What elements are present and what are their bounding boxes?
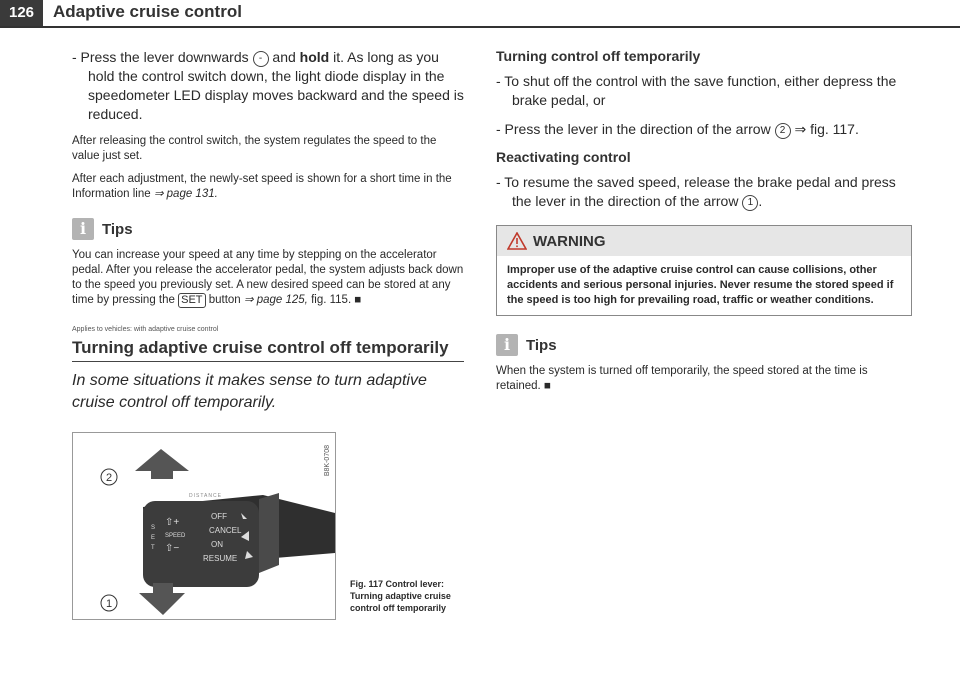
paragraph-info-line: After each adjustment, the newly-set speed is shown for a short time in the Information line ⇒ page 131. — [72, 173, 452, 200]
header-rule — [0, 26, 960, 28]
tips-heading-right — [496, 334, 912, 356]
step-press-lever: - Press the lever in the direction of the arrow 2 ⇒ fig. 117. — [496, 121, 859, 137]
marker-2: 2 — [775, 123, 791, 139]
warning-box — [496, 225, 912, 316]
label-speed: SPEED — [165, 533, 186, 539]
tips-text: You can increase your speed at any time by stepping on the accelerator pedal. After you release the accelerator pedal, the system adjusts back down to the speed you previously set. A new desired speed can be stored at any time by pressing the SET button ⇒ page 125, fig. 115. ■ — [72, 249, 464, 306]
tips-label: Tips — [102, 220, 133, 238]
figure-row — [72, 432, 464, 620]
label-distance: DISTANCE — [189, 493, 222, 499]
page-header-title: Adaptive cruise control — [53, 2, 242, 21]
step-brake-pedal: - To shut off the control with the save function, either depress the brake pedal, or — [496, 73, 897, 108]
label-on: ON — [211, 540, 223, 549]
left-column — [72, 48, 464, 620]
speed-up-symbol: ⇧+ — [165, 517, 180, 528]
page-ref-125[interactable]: ⇒ page 125, — [243, 294, 308, 306]
speed-down-symbol: ⇧− — [165, 543, 180, 554]
label-resume: RESUME — [203, 554, 238, 563]
figure-marker-2: 2 — [105, 472, 113, 484]
section-title: Turning adaptive cruise control off temporarily — [72, 338, 449, 357]
figure-code: B8K-0708 — [324, 445, 331, 477]
tips-text-right: When the system is turned off temporarily, the speed stored at the time is retained. ■ — [496, 365, 868, 392]
page-number: 126 — [0, 0, 43, 26]
info-icon: i — [72, 218, 94, 240]
step-press-down: - Press the lever downwards - and hold it. As long as you hold the control switch down, the light diode display in the speedometer LED display moves backward and the speed is reduced. — [72, 49, 464, 122]
set-key: SET — [178, 293, 205, 308]
page-ref-131[interactable]: ⇒ page 131. — [153, 188, 218, 200]
right-column — [496, 48, 912, 402]
marker-1: 1 — [742, 195, 758, 211]
label-off: OFF — [211, 512, 227, 521]
section-rule — [72, 361, 464, 362]
label-cancel: CANCEL — [209, 526, 242, 535]
label-set-e: E — [151, 535, 156, 541]
warning-text: Improper use of the adaptive cruise control can cause collisions, other accidents and serious personal injuries. Never resume the stored speed if the speed is too high for prevailing road, traffic or weather conditions. — [507, 264, 894, 306]
tips-label-right: Tips — [526, 336, 557, 354]
tips-heading — [72, 218, 464, 240]
applies-note: Applies to vehicles: with adaptive cruise control — [72, 326, 219, 333]
figure-marker-1: 1 — [105, 598, 113, 610]
step-resume: - To resume the saved speed, release the brake pedal and press the lever in the direction of the arrow 1 . — [496, 174, 896, 209]
label-set-s: S — [151, 525, 156, 531]
info-icon: i — [496, 334, 518, 356]
warning-triangle-icon — [507, 232, 527, 250]
arrow-2-icon — [135, 449, 189, 479]
subheading-turning-off: Turning control off temporarily — [496, 48, 701, 64]
figure-117 — [72, 432, 336, 620]
warning-heading — [497, 226, 911, 256]
control-lever-illustration — [73, 433, 335, 619]
subheading-reactivating: Reactivating control — [496, 149, 631, 165]
minus-marker: - — [253, 51, 269, 67]
paragraph-after-release: After releasing the control switch, the system regulates the speed to the value just set. — [72, 135, 437, 162]
section-intro: In some situations it makes sense to turn adaptive cruise control off temporarily. — [72, 372, 427, 411]
label-set-t: T — [151, 545, 155, 551]
warning-label: WARNING — [533, 232, 606, 250]
figure-caption: Fig. 117 Control lever: Turning adaptive cruise control off temporarily — [350, 579, 451, 613]
arrow-1-icon — [139, 583, 185, 615]
